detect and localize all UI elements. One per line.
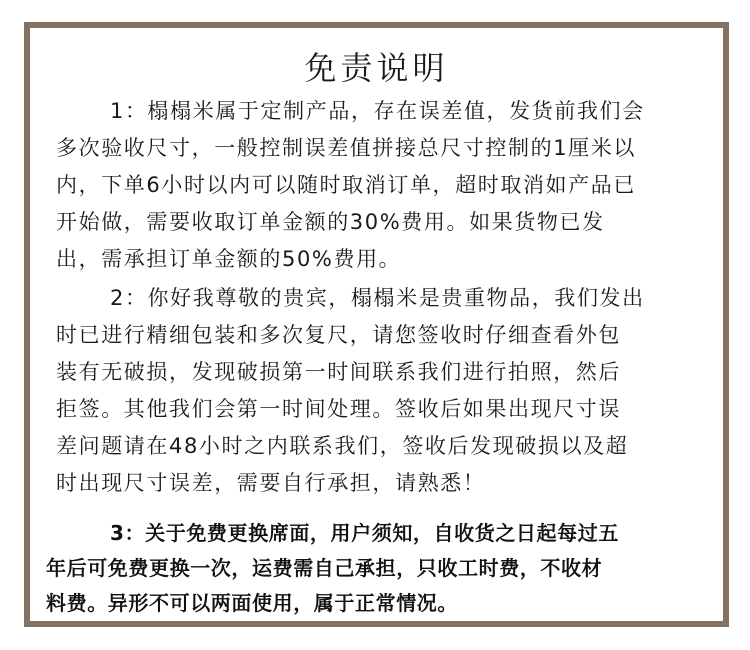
paragraph-line: 差问题请在48小时之内联系我们，签收后发现破损以及超 (56, 434, 629, 458)
paragraph-line: 料费。异形不可以两面使用，属于正常情况。 (46, 591, 458, 615)
paragraph-line: 拒签。其他我们会第一时间处理。签收后如果出现尺寸误 (56, 397, 621, 421)
paragraph-line: 1：榻榻米属于定制产品，存在误差值，发货前我们会 (110, 99, 645, 123)
paragraph-line: 装有无破损，发现破损第一时间联系我们进行拍照，然后 (56, 360, 621, 384)
paragraph-line: 2：你好我尊敬的贵宾，榻榻米是贵重物品，我们发出 (110, 286, 645, 310)
paragraph-line: 内，下单6小时以内可以随时取消订单，超时取消如产品已 (56, 173, 636, 197)
paragraph-line: 年后可免费更换一次，运费需自己承担，只收工时费，不收材 (46, 556, 603, 580)
disclaimer-frame (24, 22, 729, 627)
paragraph-line: 时已进行精细包装和多次复尺，请您签收时仔细查看外包 (56, 323, 621, 347)
page-title: 免责说明 (304, 49, 449, 87)
paragraph-line: 多次验收尺寸，一般控制误差值拼接总尺寸控制的1厘米以 (56, 136, 636, 160)
paragraph-line: 3：关于免费更换席面，用户须知，自收货之日起每过五 (110, 521, 619, 545)
paragraph-line: 开始做，需要收取订单金额的30%费用。如果货物已发 (56, 210, 605, 234)
paragraph-line: 时出现尺寸误差，需要自行承担，请熟悉！ (56, 471, 486, 495)
paragraph-line: 出，需承担订单金额的50%费用。 (56, 247, 402, 271)
